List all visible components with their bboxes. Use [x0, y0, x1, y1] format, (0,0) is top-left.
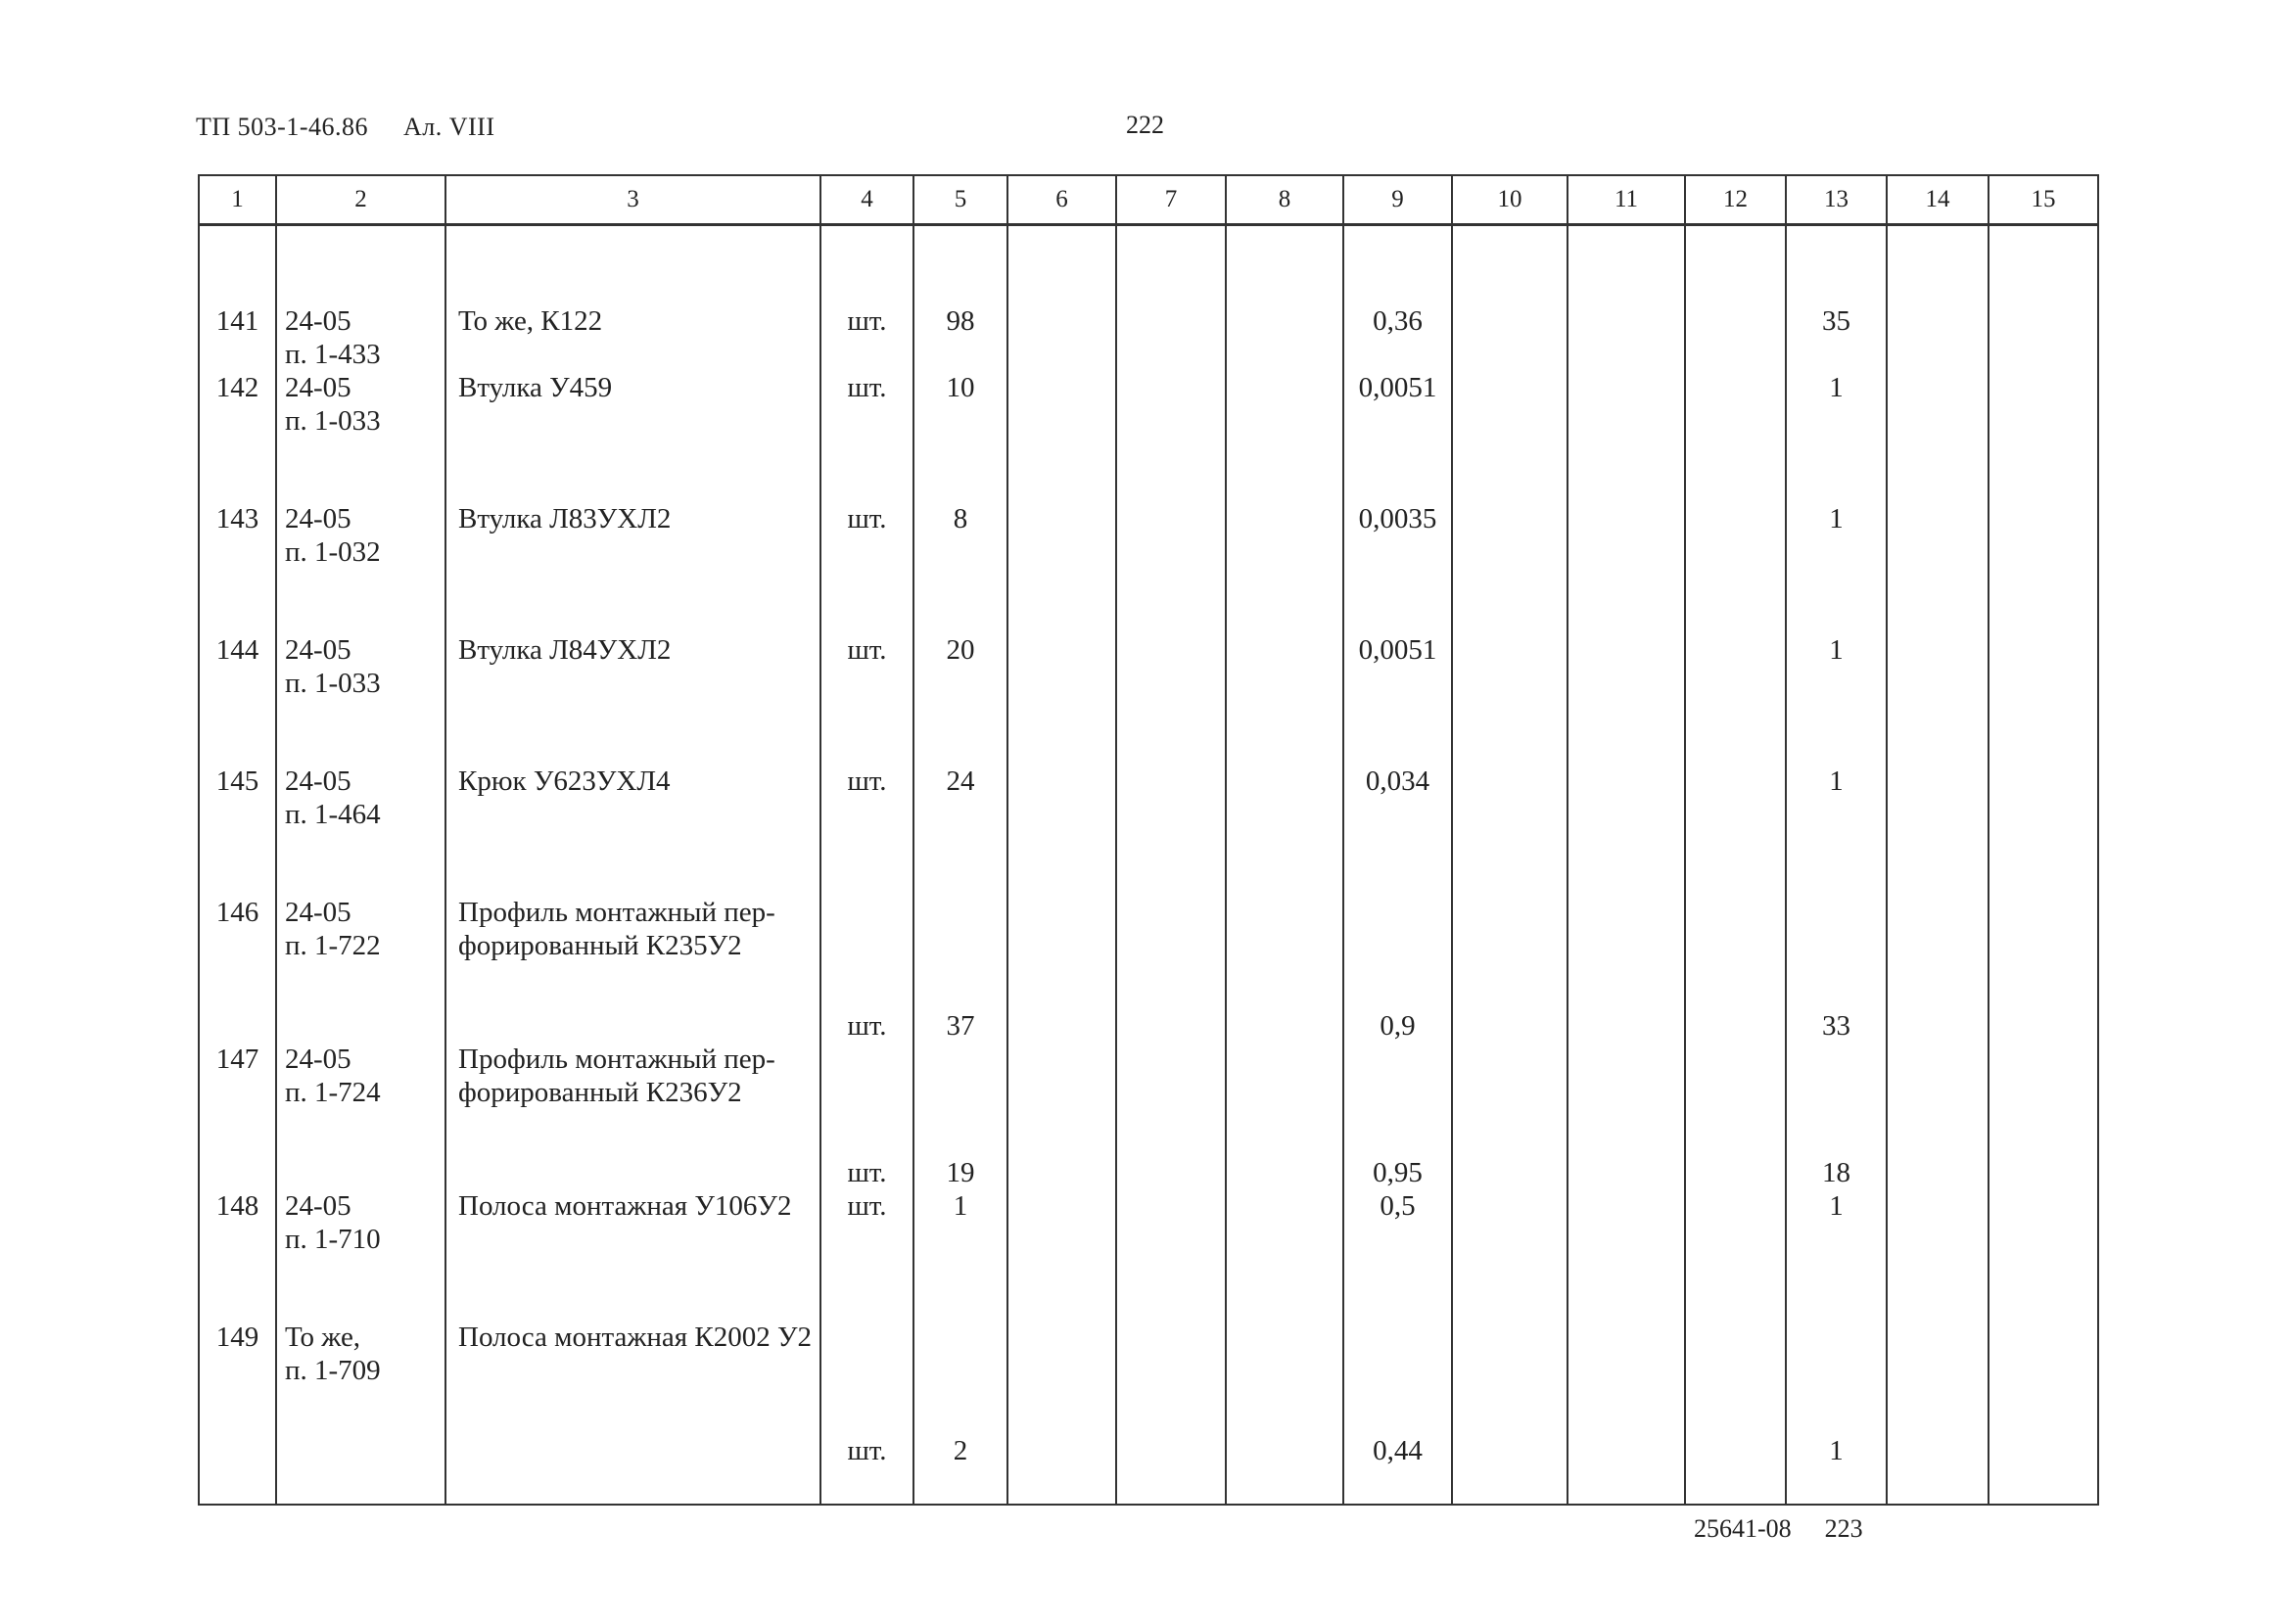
- weight-cell: 0,0051: [1343, 371, 1452, 502]
- empty-cell: [1452, 225, 1568, 372]
- column-13-cell: 1: [1786, 765, 1887, 896]
- table-row: [199, 633, 2098, 765]
- column-header: 14: [1887, 175, 1989, 225]
- column-header: 13: [1786, 175, 1887, 225]
- reference-code: 24-05: [285, 1190, 351, 1222]
- item-name: Полоса монтажная У106У2: [445, 1189, 820, 1321]
- weight-cell: 0,0051: [1343, 633, 1452, 765]
- reference-cell: [276, 1189, 445, 1321]
- row-number: 141: [215, 305, 259, 337]
- reference-cell: [276, 225, 445, 372]
- empty-cell: [1685, 633, 1786, 765]
- empty-cell: [1887, 1189, 1989, 1321]
- table-row: [199, 1321, 2098, 1505]
- empty-cell: [1887, 896, 1989, 1043]
- empty-cell: [1007, 1321, 1116, 1505]
- quantity-cell: 2: [913, 1321, 1007, 1505]
- row-number: 144: [215, 634, 259, 666]
- empty-cell: [1116, 765, 1226, 896]
- reference-item: п. 1-033: [285, 405, 381, 437]
- empty-cell: [1887, 1043, 1989, 1189]
- empty-cell: [1568, 502, 1685, 633]
- table-row: [199, 371, 2098, 502]
- row-number: 142: [215, 372, 259, 403]
- reference-item: п. 1-033: [285, 668, 381, 699]
- empty-cell: [1007, 896, 1116, 1043]
- empty-cell: [1989, 225, 2098, 372]
- item-name: Втулка Л83УХЛ2: [445, 502, 820, 633]
- empty-cell: [1007, 371, 1116, 502]
- item-name: Профиль монтажный пер-форированный К236У2: [445, 1043, 820, 1189]
- item-name: Полоса монтажная К2002 У2: [445, 1321, 820, 1505]
- reference-cell: [276, 1321, 445, 1505]
- reference-code: 24-05: [285, 372, 351, 403]
- column-13-cell: 1: [1786, 633, 1887, 765]
- empty-cell: [1685, 1189, 1786, 1321]
- reference-cell: [276, 502, 445, 633]
- column-13-cell: 1: [1786, 1189, 1887, 1321]
- column-header: 4: [820, 175, 913, 225]
- reference-cell: [276, 765, 445, 896]
- empty-cell: [1116, 1189, 1226, 1321]
- unit-cell: шт.: [820, 502, 913, 633]
- empty-cell: [1452, 633, 1568, 765]
- row-number: 146: [215, 897, 259, 928]
- empty-cell: [1116, 1043, 1226, 1189]
- weight-cell: 0,95: [1343, 1043, 1452, 1189]
- table-row: [199, 1043, 2098, 1189]
- column-header: 15: [1989, 175, 2098, 225]
- empty-cell: [1887, 225, 1989, 372]
- empty-cell: [1226, 1043, 1343, 1189]
- quantity-cell: 1: [913, 1189, 1007, 1321]
- empty-cell: [1989, 896, 2098, 1043]
- reference-item: п. 1-032: [285, 536, 381, 568]
- column-13-cell: 18: [1786, 1043, 1887, 1189]
- empty-cell: [1568, 1043, 1685, 1189]
- table-row: [199, 225, 2098, 372]
- weight-cell: 0,034: [1343, 765, 1452, 896]
- empty-cell: [1568, 1321, 1685, 1505]
- reference-code: 24-05: [285, 634, 351, 666]
- empty-cell: [1452, 1189, 1568, 1321]
- column-header: 2: [276, 175, 445, 225]
- weight-cell: 0,44: [1343, 1321, 1452, 1505]
- empty-cell: [1452, 1321, 1568, 1505]
- album-label: Ал. VIII: [402, 113, 495, 141]
- unit-cell: шт.: [820, 633, 913, 765]
- empty-cell: [1989, 371, 2098, 502]
- empty-cell: [1226, 502, 1343, 633]
- row-number: 148: [215, 1190, 259, 1222]
- empty-cell: [1226, 371, 1343, 502]
- document-header: [196, 113, 495, 142]
- empty-cell: [1226, 1189, 1343, 1321]
- quantity-cell: 10: [913, 371, 1007, 502]
- column-header: 11: [1568, 175, 1685, 225]
- reference-code: 24-05: [285, 897, 351, 928]
- empty-cell: [1007, 225, 1116, 372]
- column-13-cell: 1: [1786, 371, 1887, 502]
- empty-cell: [1007, 502, 1116, 633]
- column-header: 6: [1007, 175, 1116, 225]
- weight-cell: 0,9: [1343, 896, 1452, 1043]
- column-header: 10: [1452, 175, 1568, 225]
- empty-cell: [1685, 1043, 1786, 1189]
- empty-cell: [1007, 633, 1116, 765]
- item-name: Профиль монтажный пер-форированный К235У2: [445, 896, 820, 1043]
- empty-cell: [1685, 225, 1786, 372]
- column-13-cell: 1: [1786, 1321, 1887, 1505]
- empty-cell: [1685, 371, 1786, 502]
- reference-item: п. 1-433: [285, 339, 381, 370]
- empty-cell: [1685, 502, 1786, 633]
- sheet-number: 223: [1824, 1514, 1863, 1543]
- column-header: 7: [1116, 175, 1226, 225]
- reference-code: То же,: [285, 1322, 361, 1353]
- empty-cell: [1989, 1043, 2098, 1189]
- empty-cell: [1452, 371, 1568, 502]
- reference-cell: [276, 1043, 445, 1189]
- empty-cell: [1452, 896, 1568, 1043]
- column-13-cell: 35: [1786, 225, 1887, 372]
- reference-code: 24-05: [285, 305, 351, 337]
- reference-code: 24-05: [285, 1044, 351, 1075]
- column-header: 9: [1343, 175, 1452, 225]
- empty-cell: [1007, 765, 1116, 896]
- empty-cell: [1887, 502, 1989, 633]
- empty-cell: [1007, 1043, 1116, 1189]
- empty-cell: [1226, 1321, 1343, 1505]
- empty-cell: [1568, 765, 1685, 896]
- specification-table: [198, 174, 2099, 1506]
- row-number: 145: [215, 766, 259, 797]
- empty-cell: [1116, 371, 1226, 502]
- empty-cell: [1887, 371, 1989, 502]
- weight-cell: 0,5: [1343, 1189, 1452, 1321]
- reference-item: п. 1-722: [285, 930, 381, 961]
- empty-cell: [1568, 1189, 1685, 1321]
- empty-cell: [1989, 765, 2098, 896]
- table-row: [199, 896, 2098, 1043]
- reference-item: п. 1-709: [285, 1355, 381, 1386]
- item-name: Втулка У459: [445, 371, 820, 502]
- column-13-cell: 1: [1786, 502, 1887, 633]
- weight-cell: 0,0035: [1343, 502, 1452, 633]
- reference-item: п. 1-464: [285, 799, 381, 830]
- empty-cell: [1116, 896, 1226, 1043]
- empty-cell: [1226, 225, 1343, 372]
- unit-cell: шт.: [820, 1189, 913, 1321]
- reference-code: 24-05: [285, 503, 351, 534]
- table-row: [199, 765, 2098, 896]
- reference-item: п. 1-724: [285, 1077, 381, 1108]
- row-number: 147: [215, 1044, 259, 1075]
- empty-cell: [1116, 502, 1226, 633]
- reference-cell: [276, 896, 445, 1043]
- empty-cell: [1685, 765, 1786, 896]
- unit-cell: шт.: [820, 1043, 913, 1189]
- row-number: 143: [215, 503, 259, 534]
- column-header: 12: [1685, 175, 1786, 225]
- empty-cell: [1568, 896, 1685, 1043]
- document-footer: [1694, 1514, 1863, 1544]
- empty-cell: [1989, 1189, 2098, 1321]
- empty-cell: [1685, 896, 1786, 1043]
- table-row: [199, 502, 2098, 633]
- quantity-cell: 98: [913, 225, 1007, 372]
- doc-code: ТП 503-1-46.86: [196, 113, 368, 141]
- empty-cell: [1116, 633, 1226, 765]
- weight-cell: 0,36: [1343, 225, 1452, 372]
- empty-cell: [1887, 765, 1989, 896]
- column-header: 1: [199, 175, 276, 225]
- empty-cell: [1685, 1321, 1786, 1505]
- empty-cell: [1989, 502, 2098, 633]
- unit-cell: шт.: [820, 225, 913, 372]
- reference-item: п. 1-710: [285, 1224, 381, 1255]
- unit-cell: шт.: [820, 1321, 913, 1505]
- empty-cell: [1116, 1321, 1226, 1505]
- unit-cell: шт.: [820, 896, 913, 1043]
- quantity-cell: 24: [913, 765, 1007, 896]
- empty-cell: [1226, 633, 1343, 765]
- item-name: Крюк У623УХЛ4: [445, 765, 820, 896]
- column-header: 8: [1226, 175, 1343, 225]
- quantity-cell: 20: [913, 633, 1007, 765]
- quantity-cell: 37: [913, 896, 1007, 1043]
- column-number-row: [199, 175, 2098, 225]
- item-name: Втулка Л84УХЛ2: [445, 633, 820, 765]
- quantity-cell: 8: [913, 502, 1007, 633]
- table-row: [199, 1189, 2098, 1321]
- empty-cell: [1452, 502, 1568, 633]
- sheet-code: 25641-08: [1694, 1514, 1792, 1543]
- empty-cell: [1568, 225, 1685, 372]
- reference-cell: [276, 371, 445, 502]
- empty-cell: [1116, 225, 1226, 372]
- unit-cell: шт.: [820, 371, 913, 502]
- empty-cell: [1887, 1321, 1989, 1505]
- unit-cell: шт.: [820, 765, 913, 896]
- empty-cell: [1226, 896, 1343, 1043]
- column-header: 5: [913, 175, 1007, 225]
- empty-cell: [1568, 633, 1685, 765]
- empty-cell: [1226, 765, 1343, 896]
- reference-code: 24-05: [285, 766, 351, 797]
- empty-cell: [1568, 371, 1685, 502]
- item-name: То же, К122: [445, 225, 820, 372]
- empty-cell: [1452, 765, 1568, 896]
- page-number: 222: [1126, 111, 1164, 139]
- empty-cell: [1007, 1189, 1116, 1321]
- column-header: 3: [445, 175, 820, 225]
- quantity-cell: 19: [913, 1043, 1007, 1189]
- row-number: 149: [215, 1322, 259, 1353]
- column-13-cell: 33: [1786, 896, 1887, 1043]
- reference-cell: [276, 633, 445, 765]
- empty-cell: [1989, 1321, 2098, 1505]
- empty-cell: [1452, 1043, 1568, 1189]
- empty-cell: [1989, 633, 2098, 765]
- empty-cell: [1887, 633, 1989, 765]
